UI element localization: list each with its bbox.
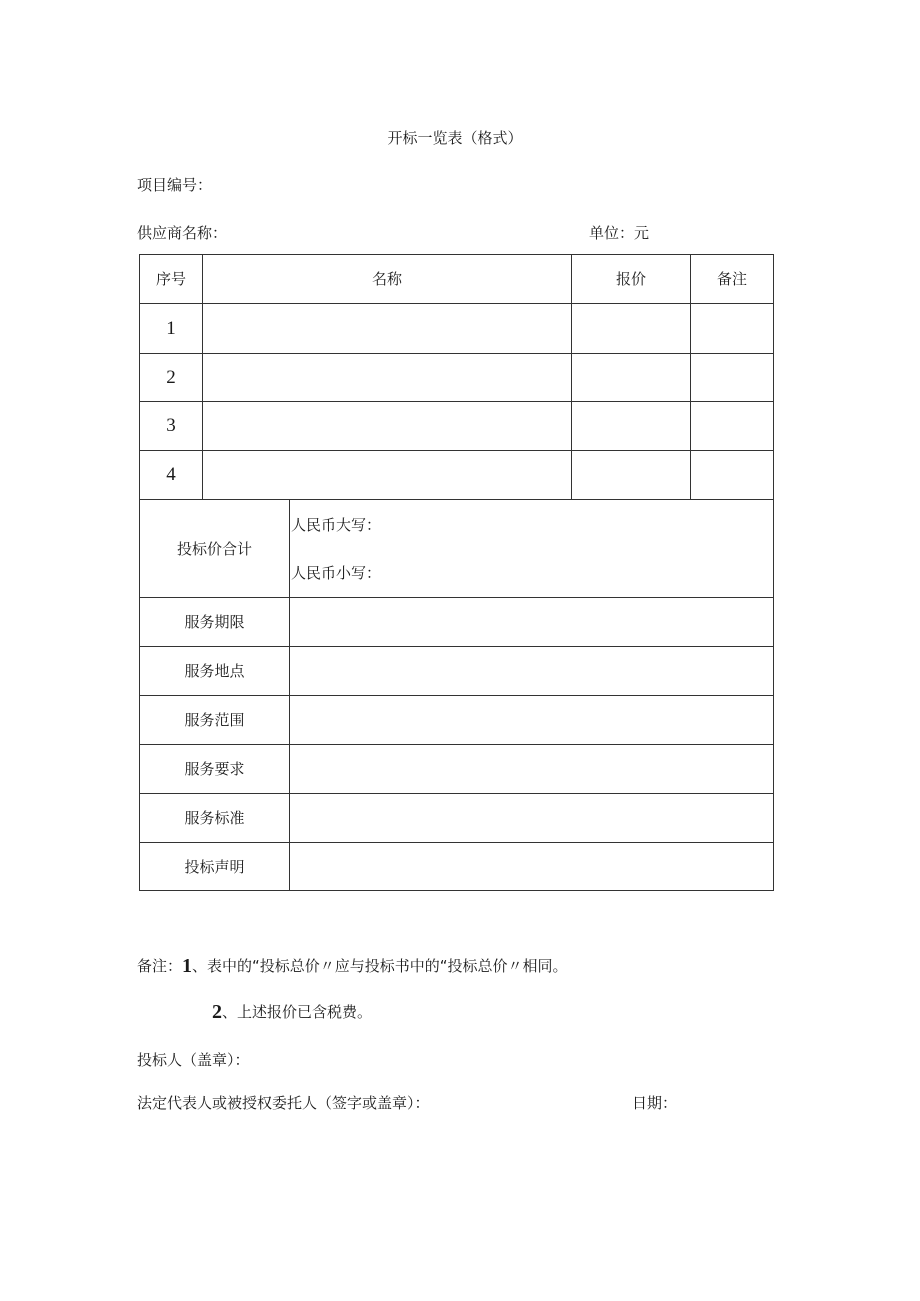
row-remark-cell[interactable] xyxy=(691,451,773,499)
note-line-2 xyxy=(212,1002,372,1022)
page-title: 开标一览表（格式） xyxy=(387,129,523,147)
row-name-cell[interactable] xyxy=(203,354,571,401)
row-name-cell[interactable] xyxy=(203,304,571,353)
row-price-cell[interactable] xyxy=(572,354,690,401)
note-number: 1 xyxy=(182,955,193,977)
info-label-service-period: 服务期限 xyxy=(184,613,245,631)
row-price-cell[interactable] xyxy=(572,304,690,353)
amount-upper-label: 人民币大写： xyxy=(291,516,382,534)
header-serial: 序号 xyxy=(155,270,186,288)
row-remark-cell[interactable] xyxy=(691,402,773,450)
info-value-cell[interactable] xyxy=(290,745,773,793)
info-label-service-requirements: 服务要求 xyxy=(184,760,245,778)
note-prefix: 备注： xyxy=(137,957,183,975)
info-value-cell[interactable] xyxy=(290,794,773,842)
info-value-cell[interactable] xyxy=(290,598,773,646)
supplier-name-label: 供应商名称： xyxy=(137,224,228,242)
header-remark: 备注 xyxy=(716,270,747,288)
representative-signature-label: 法定代表人或被授权委托人（签字或盖章）： xyxy=(137,1094,430,1112)
row-serial: 3 xyxy=(166,415,176,436)
row-name-cell[interactable] xyxy=(203,402,571,450)
note-line-1 xyxy=(137,956,568,976)
row-serial: 4 xyxy=(166,464,176,485)
info-label-bid-statement: 投标声明 xyxy=(184,857,245,876)
row-serial: 2 xyxy=(166,366,176,388)
header-price: 报价 xyxy=(615,270,646,288)
bid-summary-table xyxy=(139,254,774,891)
info-value-cell[interactable] xyxy=(290,696,773,744)
unit-label: 单位：元 xyxy=(589,224,650,242)
info-label-service-location: 服务地点 xyxy=(184,662,245,680)
row-price-cell[interactable] xyxy=(572,402,690,450)
note-text: 、表中的“投标总价〃应与投标书中的“投标总价〃相同。 xyxy=(192,957,568,975)
row-serial: 1 xyxy=(166,317,176,339)
info-label-service-standard: 服务标准 xyxy=(184,809,245,827)
note-text: 、上述报价已含税费。 xyxy=(222,1003,373,1021)
info-value-cell[interactable] xyxy=(290,647,773,695)
info-value-cell[interactable] xyxy=(290,843,773,890)
note-number: 2 xyxy=(212,1001,222,1023)
total-label: 投标价合计 xyxy=(176,539,252,558)
info-label-service-scope: 服务范围 xyxy=(184,711,245,729)
bidder-seal-label: 投标人（盖章）： xyxy=(137,1051,250,1069)
amount-lower-label: 人民币小写： xyxy=(291,564,382,582)
row-remark-cell[interactable] xyxy=(691,354,773,401)
row-price-cell[interactable] xyxy=(572,451,690,499)
row-name-cell[interactable] xyxy=(203,451,571,499)
header-name: 名称 xyxy=(371,270,402,288)
project-no-label: 项目编号： xyxy=(137,176,213,194)
row-remark-cell[interactable] xyxy=(691,304,773,353)
date-label: 日期： xyxy=(632,1094,678,1112)
